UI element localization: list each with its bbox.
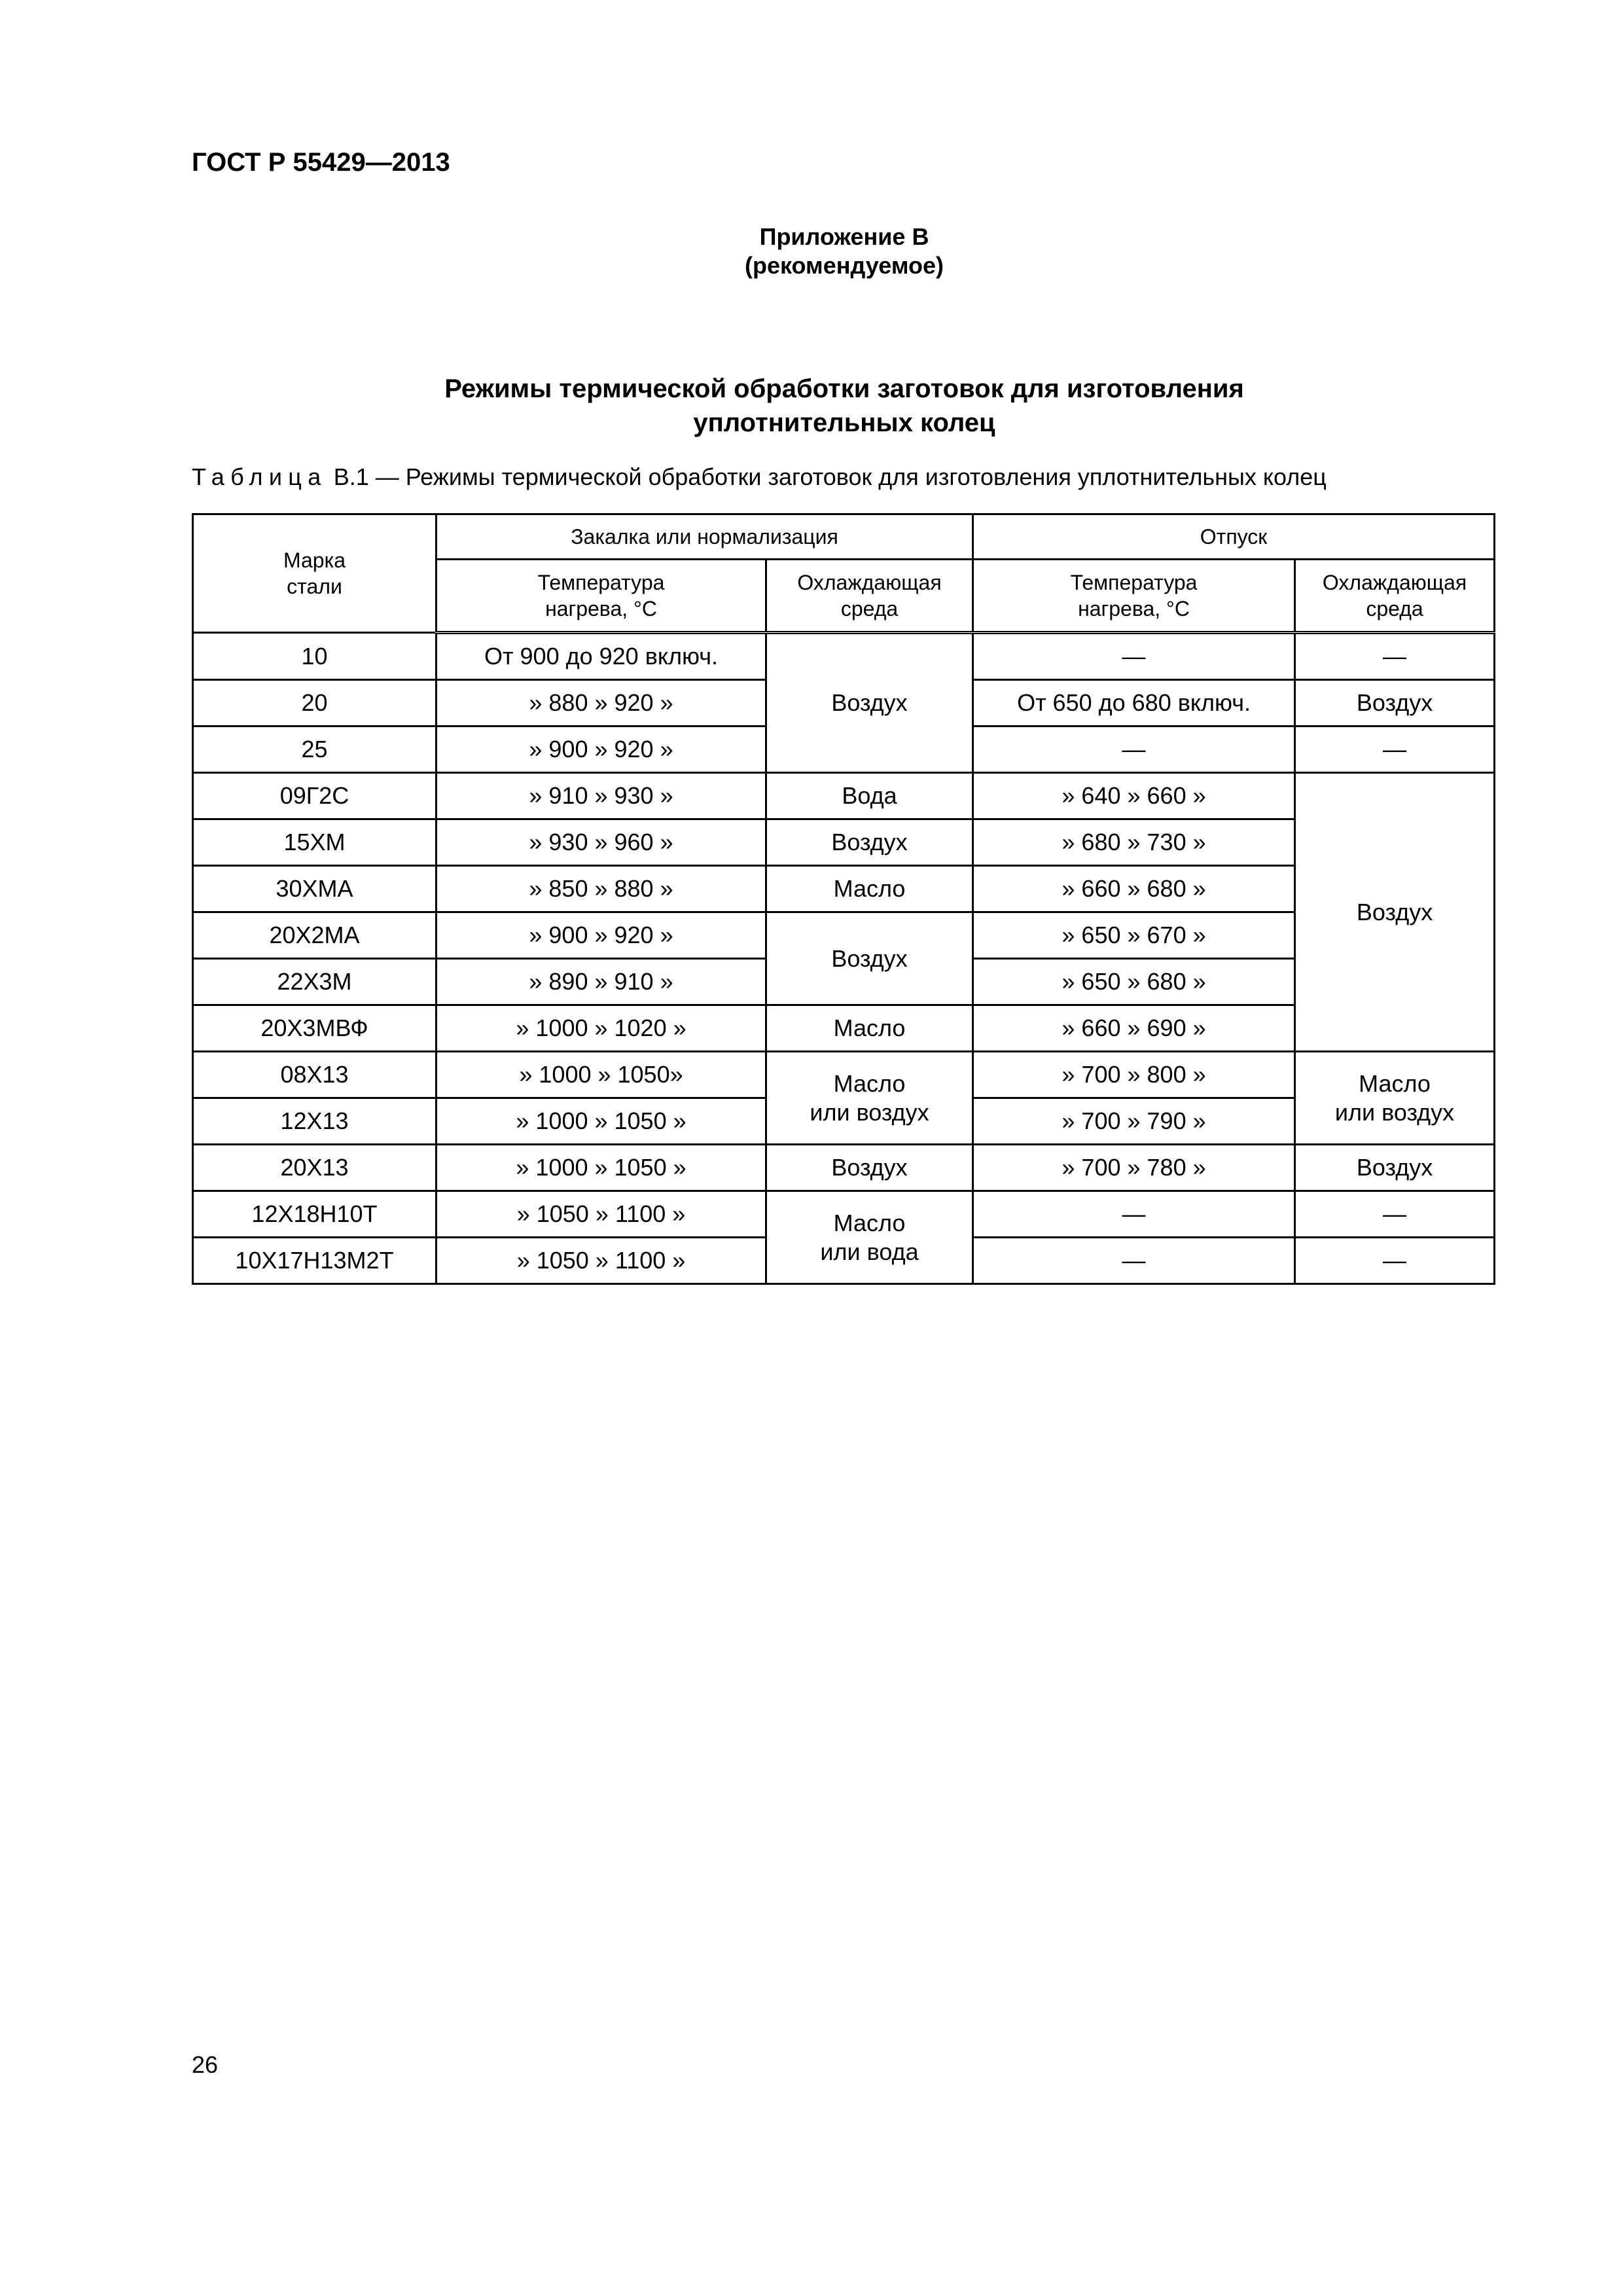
- cell-temper-medium: —: [1295, 1191, 1495, 1238]
- cell-grade: 22Х3М: [193, 959, 437, 1005]
- cell-quench-medium: Масло или воздух: [766, 1052, 973, 1145]
- cell-grade: 20: [193, 680, 437, 726]
- cell-temper-temp: » 640 » 660 »: [973, 773, 1295, 819]
- cell-temper-medium: Воздух: [1295, 773, 1495, 1052]
- cell-temper-temp: От 650 до 680 включ.: [973, 680, 1295, 726]
- header-temper-group: Отпуск: [973, 514, 1495, 560]
- cell-temper-temp: » 650 » 680 »: [973, 959, 1295, 1005]
- cell-temper-temp: » 650 » 670 »: [973, 912, 1295, 959]
- cell-quench-temp: От 900 до 920 включ.: [437, 633, 766, 680]
- table-caption-label: Таблица: [192, 463, 327, 490]
- cell-temper-medium: —: [1295, 726, 1495, 773]
- header-quench-medium: Охлаждающая среда: [766, 560, 973, 633]
- cell-temper-medium: —: [1295, 633, 1495, 680]
- cell-quench-medium: Масло: [766, 1005, 973, 1052]
- cell-quench-medium: Вода: [766, 773, 973, 819]
- section-title: [0, 372, 1623, 440]
- cell-temper-temp: —: [973, 633, 1295, 680]
- appendix-heading: [0, 223, 1623, 280]
- cell-temper-temp: » 660 » 680 »: [973, 866, 1295, 912]
- section-title-line2: уплотнительных колец: [693, 408, 995, 437]
- cell-quench-medium: Масло или вода: [766, 1191, 973, 1284]
- cell-grade: 30ХМА: [193, 866, 437, 912]
- table-caption: [192, 463, 1327, 491]
- cell-grade: 20Х3МВФ: [193, 1005, 437, 1052]
- cell-temper-medium: Воздух: [1295, 680, 1495, 726]
- appendix-title: Приложение В: [759, 223, 929, 250]
- cell-quench-temp: » 910 » 930 »: [437, 773, 766, 819]
- table-row: [193, 633, 1495, 680]
- cell-temper-temp: —: [973, 1238, 1295, 1284]
- cell-grade: 20Х2МА: [193, 912, 437, 959]
- cell-quench-temp: » 900 » 920 »: [437, 726, 766, 773]
- cell-quench-temp: » 900 » 920 »: [437, 912, 766, 959]
- cell-quench-medium: Воздух: [766, 912, 973, 1005]
- cell-quench-temp: » 850 » 880 »: [437, 866, 766, 912]
- cell-grade: 12Х18Н10Т: [193, 1191, 437, 1238]
- cell-grade: 08Х13: [193, 1052, 437, 1098]
- cell-temper-temp: » 660 » 690 »: [973, 1005, 1295, 1052]
- header-steel-grade: Марка стали: [193, 514, 437, 633]
- cell-quench-temp: » 1000 » 1050»: [437, 1052, 766, 1098]
- cell-quench-medium: Масло: [766, 866, 973, 912]
- header-temper-temp: Температура нагрева, °С: [973, 560, 1295, 633]
- table-row: [193, 773, 1495, 819]
- cell-grade: 15ХМ: [193, 819, 437, 866]
- heat-treatment-table: [192, 513, 1495, 1285]
- cell-grade: 20Х13: [193, 1145, 437, 1191]
- cell-temper-temp: » 700 » 800 »: [973, 1052, 1295, 1098]
- cell-temper-temp: » 700 » 790 »: [973, 1098, 1295, 1145]
- appendix-kind: (рекомендуемое): [745, 252, 944, 279]
- cell-quench-temp: » 1050 » 1100 »: [437, 1191, 766, 1238]
- cell-quench-temp: » 890 » 910 »: [437, 959, 766, 1005]
- cell-quench-temp: » 930 » 960 »: [437, 819, 766, 866]
- cell-quench-temp: » 1000 » 1050 »: [437, 1098, 766, 1145]
- table-body: [193, 633, 1495, 1284]
- cell-temper-temp: » 700 » 780 »: [973, 1145, 1295, 1191]
- cell-quench-temp: » 1000 » 1020 »: [437, 1005, 766, 1052]
- cell-temper-medium: —: [1295, 1238, 1495, 1284]
- header-temper-medium: Охлаждающая среда: [1295, 560, 1495, 633]
- cell-grade: 10Х17Н13М2Т: [193, 1238, 437, 1284]
- cell-quench-medium: Воздух: [766, 819, 973, 866]
- header-quench-group: Закалка или нормализация: [437, 514, 973, 560]
- cell-grade: 10: [193, 633, 437, 680]
- cell-grade: 12Х13: [193, 1098, 437, 1145]
- cell-temper-medium: Масло или воздух: [1295, 1052, 1495, 1145]
- page-number: 26: [192, 2051, 219, 2078]
- table-header: [193, 514, 1495, 633]
- document-code: ГОСТ Р 55429—2013: [192, 148, 450, 177]
- cell-quench-temp: » 1000 » 1050 »: [437, 1145, 766, 1191]
- section-title-line1: Режимы термической обработки заготовок для изготовления: [444, 374, 1244, 403]
- cell-grade: 25: [193, 726, 437, 773]
- cell-quench-temp: » 1050 » 1100 »: [437, 1238, 766, 1284]
- cell-quench-temp: » 880 » 920 »: [437, 680, 766, 726]
- cell-temper-temp: » 680 » 730 »: [973, 819, 1295, 866]
- table-row: [193, 1191, 1495, 1238]
- table-caption-text: В.1 — Режимы термической обработки заготовок для изготовления уплотнительных колец: [327, 463, 1327, 490]
- cell-temper-medium: Воздух: [1295, 1145, 1495, 1191]
- cell-quench-medium: Воздух: [766, 1145, 973, 1191]
- cell-temper-temp: —: [973, 1191, 1295, 1238]
- table-row: [193, 1145, 1495, 1191]
- header-quench-temp: Температура нагрева, °С: [437, 560, 766, 633]
- cell-grade: 09Г2С: [193, 773, 437, 819]
- cell-quench-medium: Воздух: [766, 633, 973, 773]
- table-row: [193, 1052, 1495, 1098]
- cell-temper-temp: —: [973, 726, 1295, 773]
